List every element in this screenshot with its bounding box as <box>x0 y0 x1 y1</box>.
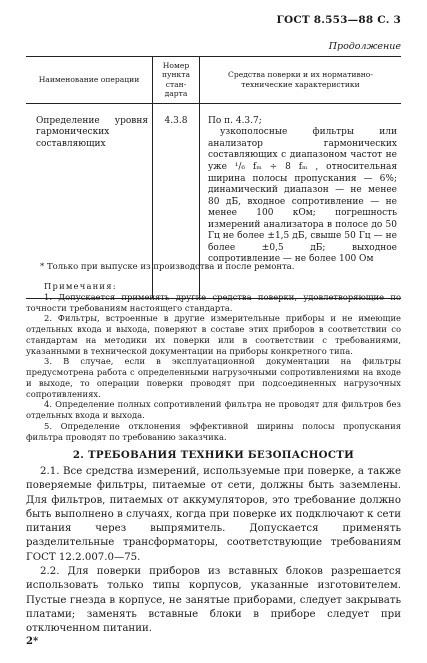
operation-cell: Определение уровня гармонических составляющих <box>26 103 153 298</box>
continuation-label: Продолжение <box>328 41 401 52</box>
col-clause-header: Номер пункта стан- дарта <box>153 57 200 104</box>
note-item: 5. Определение отклонения эффективной ширины полосы пропускания фильтра проводят по требованию заказчика. <box>26 420 401 442</box>
col-means-header: Средства поверки и их нормативно- технические характеристики <box>200 57 402 104</box>
note-item: 1. Допускается применять другие средства поверки, удовлетворяющие по точности требованиям настоящего стандарта. <box>26 291 401 313</box>
clause-cell: 4.3.8 <box>153 103 200 298</box>
col-operation-header: Наименование операции <box>26 57 153 104</box>
paragraph: 2.2. Для поверки приборов из вставных блоков разрешается использовать только типы корпусов, указанные изготовителем. Пустые гнезда в корпусе, не занятые приборами, следует закрывать платами; заменять вставные блоки в приборе следует при отключенном питании. <box>26 565 401 635</box>
note-item: 4. Определение полных сопротивлений фильтра не проводят для фильтров без отдельных входа и выхода. <box>26 399 401 420</box>
section-body <box>26 465 401 636</box>
table-header-row <box>26 57 401 104</box>
section-title: 2. ТРЕБОВАНИЯ ТЕХНИКИ БЕЗОПАСНОСТИ <box>72 449 355 461</box>
means-reference: По п. 4.3.7; <box>208 115 262 126</box>
page-number: 2* <box>26 636 39 647</box>
notes-title: Примечания: <box>44 281 117 291</box>
table-footnote: * Только при выпуске из производства и после ремонта. <box>40 262 295 272</box>
note-item: 3. В случае, если в эксплуатационной документации на фильтры предусмотрена работа с определенными нагрузочными сопротивлениями на входе и выходе, то операции поверки проводят при подсоединенных нагрузочных сопротивлениях. <box>26 356 401 399</box>
note-item: 2. Фильтры, встроенные в другие измерительные приборы и не имеющие отдельных входа и выхода, поверяют в составе этих приборов в соответствии со стандартам на методики их поверки или в соответствии с требованиями, указанными в технической документации на приборы конкретного типа. <box>26 313 401 356</box>
means-description: узкополосные фильтры или анализатор гармонических составляющих с диапазоном частот не уже ¹/₆ fₘ ÷ 8 fₘ , относительная ширина полосы пропускания — 6%; динамический диапазон — не менее 80 дБ, входное сопротивление — не менее 100 кОм; погрешность измерений анализатора в полосе до 50 Гц не более ±1,5 дБ, свыше 50 Гц — не более ±0,5 дБ; выходное сопротивление — не более 100 Ом <box>208 127 397 265</box>
document-header: ГОСТ 8.553—88 С. 3 <box>276 14 401 26</box>
paragraph: 2.1. Все средства измерений, используемые при поверке, а также поверяемые фильтры, питаемые от сети, должны быть заземлены. Для фильтров, питаемых от аккумуляторов, это требование должно быть выполнено в случаях, когда при поверке их подключают к сети питания через выпрямитель. Допускается применять разделительные трансформаторы, соответствующие требованиям ГОСТ 12.2.007.0—75. <box>26 466 401 563</box>
notes-block <box>26 281 401 442</box>
